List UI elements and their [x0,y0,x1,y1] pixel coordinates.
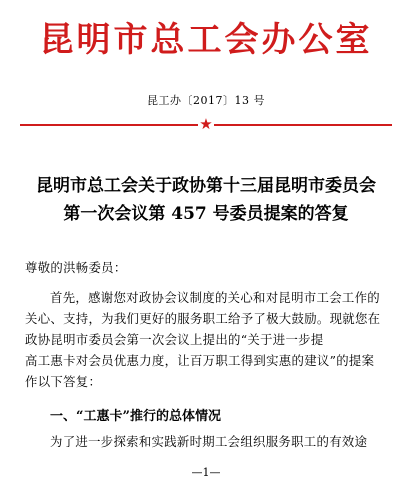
section-heading: 一、“工惠卡”推行的总体情况 [50,409,221,424]
paragraph-line: 作以下答复： [25,374,102,389]
salutation: 尊敬的洪畅委员： [25,260,127,275]
paragraph-line: 高工惠卡对会员优惠力度，让百万职工得到实惠的建议”的提案 [25,353,375,368]
paragraph-line: 政协昆明市委员会第一次会议上提出的“关于进一步提 [25,332,324,347]
document-title [0,172,412,228]
paragraph-line: 关心、支持，为我们更好的服务职工给予了极大鼓励。现就您在 [25,311,381,326]
title-line-1: 昆明市总工会关于政协第十三届昆明市委员会 [36,176,376,196]
body-paragraph [25,287,389,392]
paragraph-line: 首先，感谢您对政协会议制度的关心和对昆明市工会工作的 [50,290,380,305]
letterhead-rule-right [214,124,392,126]
document-number: 昆工办〔2017〕13 号 [147,94,265,107]
letterhead-title: 昆明市总工会办公室 [39,20,373,60]
letterhead-rule-left [20,124,198,126]
page-number: —1— [191,466,221,479]
paragraph-line: 为了进一步探索和实践新时期工会组织服务职工的有效途 [50,434,368,449]
star-icon: ★ [199,115,213,133]
title-line-2: 第一次会议第 457 号委员提案的答复 [63,204,349,224]
